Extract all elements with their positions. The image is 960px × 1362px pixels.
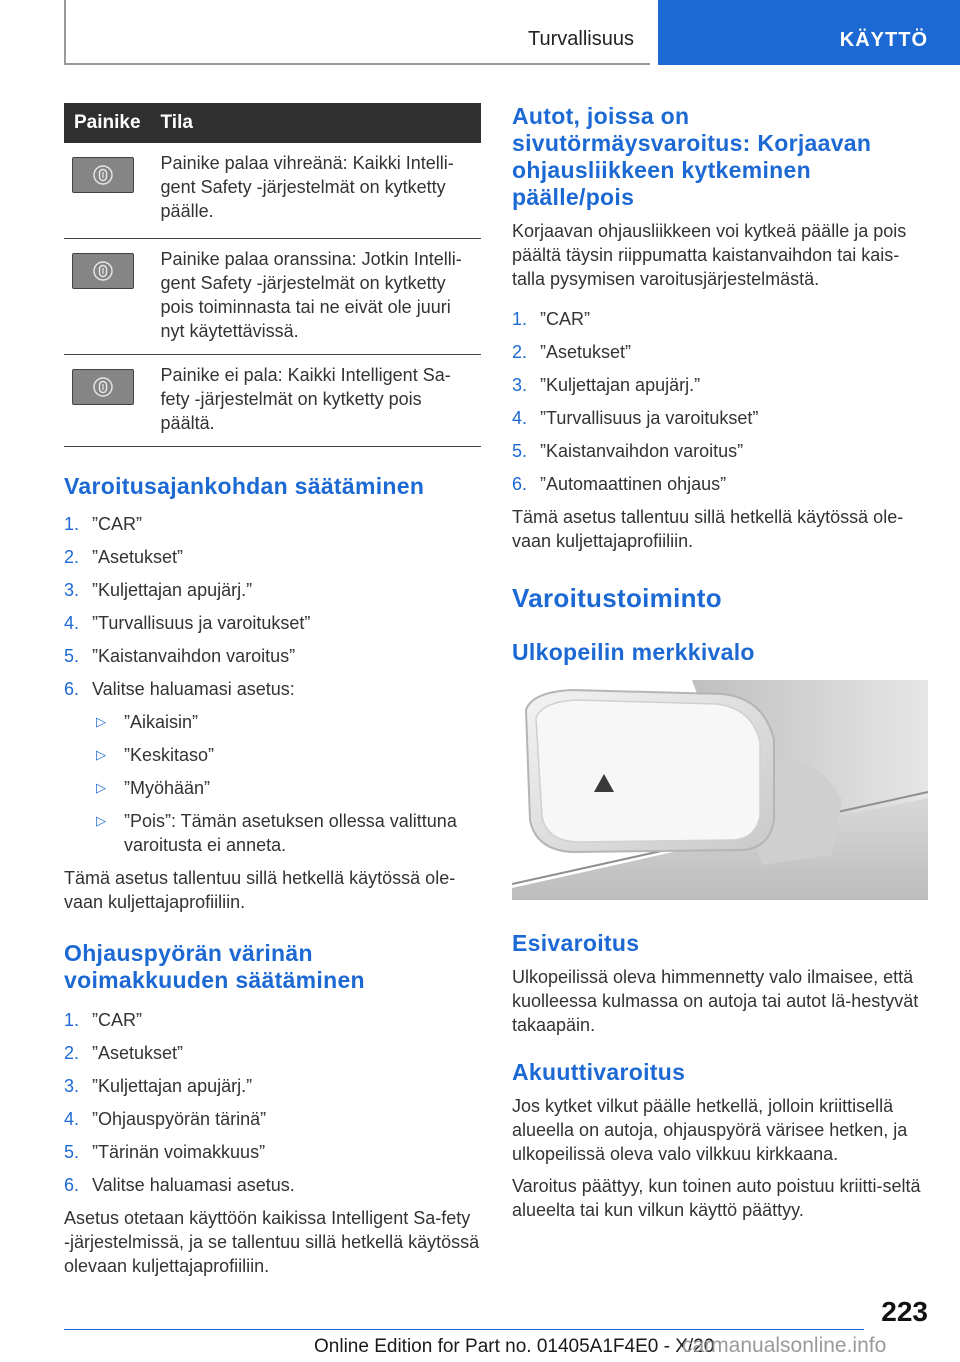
table-cell-line: päälle.	[160, 201, 214, 221]
list-item: 6. Valitse haluamasi asetus:	[64, 678, 295, 699]
table-row	[64, 143, 481, 238]
table-cell-line: päältä.	[160, 412, 215, 433]
list-item: 2. ”Asetukset”	[64, 1042, 184, 1063]
list-item: ▷ ”Keskitaso”	[92, 743, 481, 767]
table-cell-line: Painike ei pala: Kaikki Intelligent Sa-	[160, 364, 451, 385]
table-cell-line: Painike palaa vihreänä: Kaikki Intelli-	[160, 153, 454, 173]
mirror-illustration	[512, 680, 928, 900]
table-header-state: Tila	[151, 103, 481, 143]
corrective-intro: Korjaavan ohjausliikkeen voi kytkeä päälle ja pois päältä täysin riippumatta kaistanvaihdon tai kais-talla pysymisen varoitusjärjestelmästä.	[512, 221, 907, 289]
button-state-table	[64, 103, 481, 447]
intelligent-safety-button-icon	[72, 157, 134, 193]
triangle-bullet-icon: ▷	[96, 713, 106, 729]
chapter-tab: KÄYTTÖ	[658, 0, 960, 65]
acute-warning-text: Jos kytket vilkut päälle hetkellä, jolloin kriittisellä alueella on autoja, ohjauspyörä värisee hetken, ja ulkopeilissä oleva valo vilkkuu kirkkaana.	[512, 1096, 908, 1164]
corrective-heading: Autot, joissa on sivutörmäysvaroitus: Korjaavan ohjausliikkeen kytkeminen päälle/pois	[512, 103, 872, 210]
list-item: 6. ”Automaattinen ohjaus”	[512, 474, 727, 494]
page-number: 223	[881, 1296, 928, 1327]
list-item: 4. ”Turvallisuus ja varoitukset”	[512, 408, 759, 428]
triangle-bullet-icon: ▷	[96, 812, 106, 828]
list-item: 3. ”Kuljettajan apujärj.”	[64, 1075, 253, 1096]
left-column	[64, 103, 481, 1278]
warning-time-options	[92, 710, 481, 857]
side-mirror-image	[512, 680, 928, 900]
list-item: 3. ”Kuljettajan apujärj.”	[512, 375, 701, 395]
header-rule-horizontal	[64, 63, 650, 65]
warning-end-text: Varoitus päättyy, kun toinen auto poistuu kriitti-seltä alueelta tai kun vilkun käyttö päättyy.	[512, 1176, 921, 1220]
list-item: 4. ”Turvallisuus ja varoitukset”	[64, 612, 311, 633]
vibration-steps	[64, 1008, 481, 1197]
vibration-note: Asetus otetaan käyttöön kaikissa Intelligent Sa-fety -järjestelmissä, ja se tallentuu sillä hetkellä käytössä olevaan kuljettajaprofiiliin.	[64, 1207, 480, 1276]
warning-time-heading: Varoitusajankohdan säätäminen	[64, 472, 425, 499]
list-item: 3. ”Kuljettajan apujärj.”	[64, 579, 253, 600]
pre-warning-heading: Esivaroitus	[512, 930, 640, 956]
watermark: carmanualsonline.info	[682, 1334, 887, 1357]
list-item: 4. ”Ohjauspyörän tärinä”	[64, 1108, 267, 1129]
warning-time-steps	[64, 512, 481, 701]
table-cell-line: Painike palaa oranssina: Jotkin Intelli-	[160, 248, 462, 269]
list-item: 5. ”Kaistanvaihdon varoitus”	[512, 441, 744, 461]
section-title: Turvallisuus	[528, 28, 634, 50]
table-cell-line: pois toiminnasta tai ne eivät ole juuri	[160, 296, 451, 317]
intelligent-safety-button-icon	[72, 369, 134, 405]
table-header-button: Painike	[64, 103, 151, 143]
function-heading: Varoitustoiminto	[512, 583, 722, 613]
list-item: 1. ”CAR”	[512, 309, 590, 329]
table-cell-line: gent Safety -järjestelmät on kytketty	[160, 272, 446, 293]
list-item: 6. Valitse haluamasi asetus.	[64, 1174, 295, 1195]
list-item: 5. ”Tärinän voimakkuus”	[64, 1141, 266, 1162]
list-item: ▷ ”Aikaisin”	[92, 710, 481, 734]
edition-text: Online Edition for Part no. 01405A1F4E0 - X/20	[314, 1336, 715, 1357]
mirror-light-heading: Ulkopeilin merkkivalo	[512, 639, 755, 665]
acute-warning-heading: Akuuttivaroitus	[512, 1059, 686, 1085]
table-cell-line: gent Safety -järjestelmät on kytketty	[160, 177, 446, 197]
list-item: 2. ”Asetukset”	[64, 546, 184, 567]
table-cell-line: fety -järjestelmät on kytketty pois	[160, 388, 422, 409]
table-cell-line: nyt käytettävissä.	[160, 320, 299, 341]
list-item: 1. ”CAR”	[64, 513, 142, 534]
triangle-bullet-icon: ▷	[96, 746, 106, 762]
list-item: 1. ”CAR”	[64, 1009, 142, 1030]
triangle-bullet-icon: ▷	[96, 779, 106, 795]
corrective-steps	[512, 307, 928, 496]
table-row	[64, 238, 481, 354]
intelligent-safety-button-icon	[72, 253, 134, 289]
footer-rule	[64, 1329, 864, 1330]
warning-time-note: Tämä asetus tallentuu sillä hetkellä käytössä ole-vaan kuljettajaprofiiliin.	[64, 867, 456, 912]
right-column	[512, 103, 928, 1222]
list-item: ▷ ”Myöhään”	[92, 776, 481, 800]
list-item: 2. ”Asetukset”	[512, 342, 632, 362]
list-item: ▷ ”Pois”: Tämän asetuksen ollessa valittuna varoitusta ei anneta.	[92, 809, 481, 857]
corrective-note: Tämä asetus tallentuu sillä hetkellä käytössä ole-vaan kuljettajaprofiiliin.	[512, 507, 904, 551]
vibration-heading: Ohjauspyörän värinän voimakkuuden säätäminen	[64, 939, 365, 993]
pre-warning-text: Ulkopeilissä oleva himmennetty valo ilmaisee, että kuolleessa kulmassa on autoja tai autot lä-hestyvät takaapäin.	[512, 967, 919, 1035]
table-row	[64, 354, 481, 446]
list-item: 5. ”Kaistanvaihdon varoitus”	[64, 645, 296, 666]
